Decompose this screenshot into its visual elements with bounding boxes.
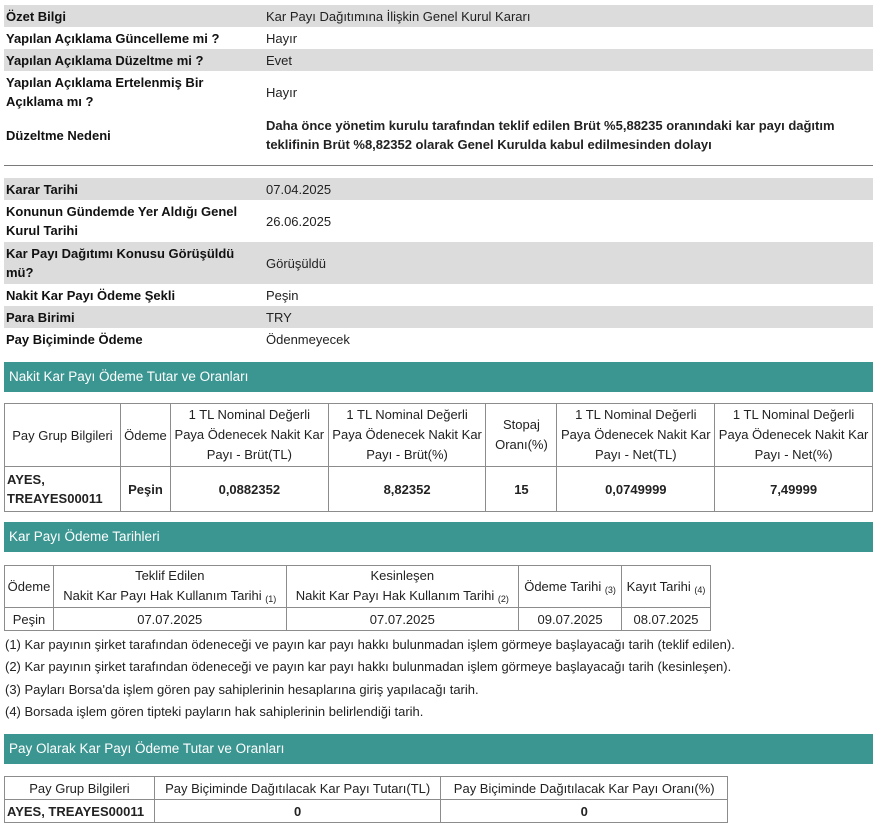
ozet-value: Kar Payı Dağıtımına İlişkin Genel Kurul Kararı (264, 5, 873, 27)
kesin-line2: Nakit Kar Payı Hak Kullanım Tarihi (295, 588, 495, 603)
footnote-2: (2) Kar payının şirket tarafından ödeneceği ve payın kar payı hakkı bulunmadan işlem görmeye başlayacağı tarih (kesinleşen). (5, 659, 732, 675)
duzeltme-label: Yapılan Açıklama Düzeltme mi ? (4, 49, 264, 71)
teklif-line2: Nakit Kar Payı Hak Kullanım Tarihi (63, 588, 262, 603)
neden-label: Düzeltme Nedeni (6, 127, 111, 143)
payment-dates-table (4, 565, 711, 631)
summary-row-ozet (4, 5, 873, 27)
col-share-group: Pay Grup Bilgileri (5, 777, 155, 800)
decision-row-pay-bicimi (4, 328, 873, 350)
share-header-row (5, 777, 728, 800)
col-kesin (286, 566, 519, 608)
col-share-oran: Pay Biçiminde Dağıtılacak Kar Payı Oranı(%) (441, 777, 728, 800)
kayit-tarihi-label: Kayıt Tarihi (626, 579, 691, 594)
col-share-tutar: Pay Biçiminde Dağıtılacak Kar Payı Tutarı(TL) (154, 777, 441, 800)
col-teklif (53, 566, 286, 608)
summary-row-neden (4, 113, 873, 157)
cell-odeme-tarihi: 09.07.2025 (519, 608, 622, 631)
col-net-tl: 1 TL Nominal Değerli Paya Ödenecek Nakit Kar Payı - Net(TL) (557, 404, 715, 467)
cell-dates-odeme: Peşin (5, 608, 54, 631)
cell-net-tl: 0,0749999 (557, 467, 715, 512)
decision-row-para-birimi (4, 306, 873, 328)
col-kayit-tarihi (622, 566, 711, 608)
decision-row-genel-kurul (4, 200, 873, 242)
cell-net-pct: 7,49999 (715, 467, 873, 512)
col-net-pct: 1 TL Nominal Değerli Paya Ödenecek Nakit Kar Payı - Net(%) (715, 404, 873, 467)
cell-odeme: Peşin (120, 467, 170, 512)
table-row (5, 467, 873, 512)
cell-brut-tl: 0,0882352 (170, 467, 328, 512)
share-dividend-table (4, 776, 728, 823)
col-group: Pay Grup Bilgileri (5, 404, 121, 467)
gorusuldu-label: Kar Payı Dağıtımı Konusu Görüşüldü mü? (4, 242, 264, 284)
footnote-1: (1) Kar payının şirket tarafından ödeneceği ve payın kar payı hakkı bulunmadan işlem görmeye başlayacağı tarih (teklif edilen). (5, 637, 735, 652)
cash-dividend-table (4, 403, 873, 512)
guncelleme-label: Yapılan Açıklama Güncelleme mi ? (6, 30, 220, 46)
para-birimi-value: TRY (264, 306, 873, 328)
genel-kurul-value: 26.06.2025 (266, 213, 332, 229)
odeme-tarihi-label: Ödeme Tarihi (524, 579, 602, 594)
cell-group: AYES, TREAYES00011 (5, 467, 121, 512)
summary-row-duzeltme (4, 49, 873, 71)
decision-row-odeme-sekli (4, 284, 873, 306)
col-dates-odeme: Ödeme (5, 566, 54, 608)
cash-section-header: Nakit Kar Payı Ödeme Tutar ve Oranları (4, 362, 873, 392)
odeme-sekli-value: Peşin (266, 287, 299, 303)
col-brut-pct: 1 TL Nominal Değerli Paya Ödenecek Nakit Kar Payı - Brüt(%) (328, 404, 486, 467)
pay-bicimi-label: Pay Biçiminde Ödeme (6, 331, 143, 347)
teklif-line1: Teklif Edilen (135, 568, 205, 583)
cell-teklif: 07.07.2025 (53, 608, 286, 631)
col-brut-tl: 1 TL Nominal Değerli Paya Ödenecek Nakit Kar Payı - Brüt(TL) (170, 404, 328, 467)
kayit-tarihi-ref: (4) (694, 585, 706, 595)
col-odeme: Ödeme (120, 404, 170, 467)
summary-row-ertelenmis (4, 71, 873, 113)
teklif-ref: (1) (265, 594, 277, 604)
genel-kurul-label: Konunun Gündemde Yer Aldığı Genel Kurul Tarihi (6, 204, 238, 238)
col-odeme-tarihi (519, 566, 622, 608)
cell-share-group: AYES, TREAYES00011 (5, 800, 155, 823)
cell-brut-pct: 8,82352 (328, 467, 486, 512)
kesin-ref: (2) (497, 594, 509, 604)
table-row (5, 800, 728, 823)
odeme-sekli-label: Nakit Kar Payı Ödeme Şekli (6, 287, 176, 303)
footnote-3: (3) Payları Borsa'da işlem gören pay sahiplerinin hesaplarına giriş yapılacağı tarih. (5, 681, 479, 697)
cell-share-tutar: 0 (154, 800, 441, 823)
footnotes (5, 634, 735, 723)
ertelenmis-label: Yapılan Açıklama Ertelenmiş Bir Açıklama mı ? (6, 75, 204, 109)
table-row (5, 608, 711, 631)
cell-stopaj: 15 (486, 467, 557, 512)
guncelleme-value: Hayır (266, 30, 298, 46)
decision-row-karar-tarihi (4, 178, 873, 200)
karar-tarihi-value: 07.04.2025 (264, 178, 873, 200)
col-stopaj: Stopaj Oranı(%) (486, 404, 557, 467)
share-section-header: Pay Olarak Kar Payı Ödeme Tutar ve Oranları (4, 734, 873, 764)
neden-value: Daha önce yönetim kurulu tarafından teklif edilen Brüt %5,88235 oranındaki kar payı dağıtım teklifinin Brüt %8,82352 olarak Genel Kurulda kabul edilmesinden dolayı (266, 118, 835, 152)
section-divider (4, 165, 873, 166)
summary-table (4, 5, 873, 157)
ertelenmis-value: Hayır (266, 84, 298, 100)
karar-tarihi-label: Karar Tarihi (4, 178, 264, 200)
duzeltme-value: Evet (264, 49, 873, 71)
odeme-tarihi-ref: (3) (604, 585, 616, 595)
kesin-line1: Kesinleşen (370, 568, 435, 583)
summary-row-guncelleme (4, 27, 873, 49)
para-birimi-label: Para Birimi (4, 306, 264, 328)
cell-kayit-tarihi: 08.07.2025 (622, 608, 711, 631)
ozet-label: Özet Bilgi (4, 5, 264, 27)
cell-kesin: 07.07.2025 (286, 608, 519, 631)
cash-header-row (5, 404, 873, 467)
decision-row-gorusuldu (4, 242, 873, 284)
gorusuldu-value: Görüşüldü (264, 242, 873, 284)
dates-header-row (5, 566, 711, 608)
decision-table (4, 178, 873, 350)
footnote-4: (4) Borsada işlem gören tipteki payların hak sahiplerinin belirlendiği tarih. (5, 703, 424, 719)
cell-share-oran: 0 (441, 800, 728, 823)
dates-section-header: Kar Payı Ödeme Tarihleri (4, 522, 873, 552)
pay-bicimi-value: Ödenmeyecek (266, 331, 350, 347)
